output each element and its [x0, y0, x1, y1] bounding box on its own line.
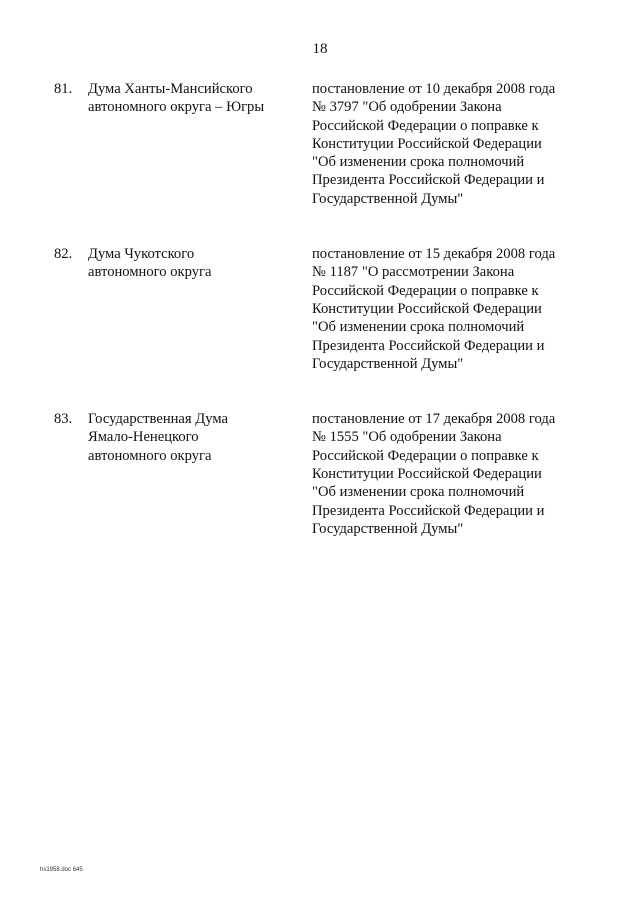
body-line: автономного округа – Югры — [88, 99, 265, 116]
document-line: Конституции Российской Федерации — [312, 466, 542, 483]
document-line: "Об изменении срока полномочий — [312, 154, 525, 171]
document-line: Российской Федерации о поправке к — [312, 117, 539, 134]
entry-document — [312, 80, 594, 208]
document-line: постановление от 15 декабря 2008 года — [312, 246, 556, 263]
body-line: Государственная Дума — [88, 411, 228, 428]
footer-file-code: hs1958.doc 645 — [40, 867, 83, 873]
body-line: автономного округа — [88, 447, 212, 464]
document-line: Конституции Российской Федерации — [312, 135, 542, 152]
document-line: Конституции Российской Федерации — [312, 300, 542, 317]
list-item — [54, 245, 594, 373]
document-line: Государственной Думы" — [312, 355, 464, 372]
document-line: "Об изменении срока полномочий — [312, 319, 525, 336]
document-line: № 1555 "Об одобрении Закона — [312, 429, 502, 446]
document-line: постановление от 10 декабря 2008 года — [312, 81, 556, 97]
entry-body — [88, 410, 312, 538]
entry-body — [88, 245, 312, 373]
document-line: постановление от 17 декабря 2008 года — [312, 411, 556, 428]
entry-number: 83. — [54, 411, 73, 428]
entry-document — [312, 410, 594, 538]
entry-document — [312, 245, 594, 373]
document-line: Президента Российской Федерации и — [312, 502, 545, 519]
document-line: Российской Федерации о поправке к — [312, 447, 539, 464]
list-item — [54, 410, 594, 538]
entry-number: 82. — [54, 246, 73, 263]
body-line: Дума Ханты-Мансийского — [88, 81, 253, 97]
entries-list — [54, 80, 594, 575]
document-line: "Об изменении срока полномочий — [312, 484, 525, 501]
document-line: № 1187 "О рассмотрении Закона — [312, 264, 515, 281]
document-line: № 3797 "Об одобрении Закона — [312, 99, 502, 116]
entry-number: 81. — [54, 81, 73, 97]
document-line: Российской Федерации о поправке к — [312, 282, 539, 299]
document-line: Государственной Думы" — [312, 190, 464, 207]
list-item — [54, 80, 594, 208]
entry-body — [88, 80, 312, 208]
document-line: Президента Российской Федерации и — [312, 337, 545, 354]
page-number: 18 — [312, 41, 328, 57]
document-line: Президента Российской Федерации и — [312, 172, 545, 189]
body-line: автономного округа — [88, 264, 212, 281]
body-line: Дума Чукотского — [88, 246, 195, 263]
document-line: Государственной Думы" — [312, 520, 464, 537]
body-line: Ямало-Ненецкого — [88, 429, 199, 446]
